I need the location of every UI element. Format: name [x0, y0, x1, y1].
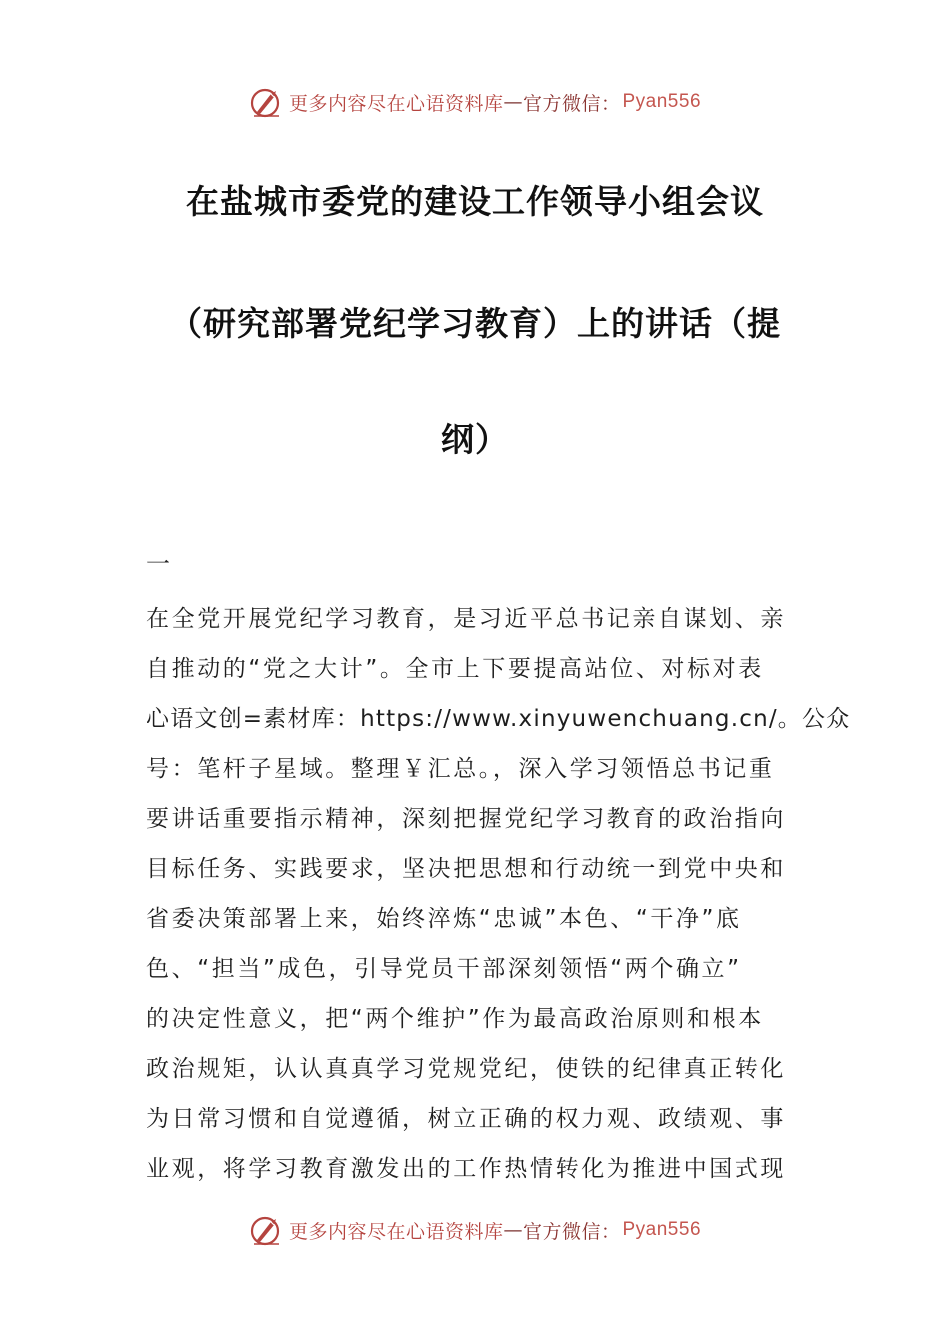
- body-line: 目标任务、实践要求，坚决把思想和行动统一到党中央和: [146, 856, 786, 882]
- body-line: 的决定性意义，把“两个维护”作为最高政治原则和根本: [146, 1006, 764, 1032]
- body-line: 自推动的“党之大计”。全市上下要提高站位、对标对表: [146, 656, 764, 682]
- body-line: 政治规矩，认认真真学习党规党纪，使铁的纪律真正转化: [146, 1056, 786, 1082]
- pen-nib-logo-icon: [249, 1213, 285, 1247]
- body-line: 要讲话重要指示精神，深刻把握党纪学习教育的政治指向: [146, 806, 786, 832]
- document-title-line-2: （研究部署党纪学习教育）上的讲话（提: [169, 304, 781, 343]
- body-line: 省委决策部署上来，始终淬炼“忠诚”本色、“干净”底: [146, 906, 742, 932]
- body-line: 为日常习惯和自觉遵循，树立正确的权力观、政绩观、事: [146, 1106, 786, 1132]
- body-line: 在全党开展党纪学习教育，是习近平总书记亲自谋划、亲: [146, 606, 786, 632]
- watermark-separator: —: [503, 1219, 523, 1241]
- document-title-line-1: 在盐城市委党的建设工作领导小组会议: [186, 182, 764, 221]
- watermark-brand: 更多内容尽在心语资料库: [288, 92, 504, 115]
- footer-watermark: [0, 1210, 950, 1250]
- watermark-wechat-id: Pyan556: [622, 91, 702, 112]
- body-line: 心语文创=素材库：https://www.xinyuwenchuang.cn/。公众: [146, 706, 851, 732]
- header-watermark: [0, 82, 950, 122]
- watermark-separator: —: [503, 91, 523, 113]
- body-line: 业观，将学习教育激发出的工作热情转化为推进中国式现: [146, 1156, 786, 1182]
- watermark-brand: 更多内容尽在心语资料库: [288, 1220, 504, 1243]
- section-number: 一: [146, 550, 170, 578]
- watermark-wechat-id: Pyan556: [622, 1219, 702, 1240]
- pen-nib-logo-icon: [249, 85, 285, 119]
- body-line: 色、“担当”成色，引导党员干部深刻领悟“两个确立”: [146, 956, 742, 982]
- watermark-label: 官方微信：: [522, 1220, 621, 1243]
- watermark-label: 官方微信：: [522, 92, 621, 115]
- document-title-line-3: 纲）: [441, 420, 509, 459]
- body-line: 号：笔杆子星域。整理￥汇总。，深入学习领悟总书记重: [146, 756, 775, 782]
